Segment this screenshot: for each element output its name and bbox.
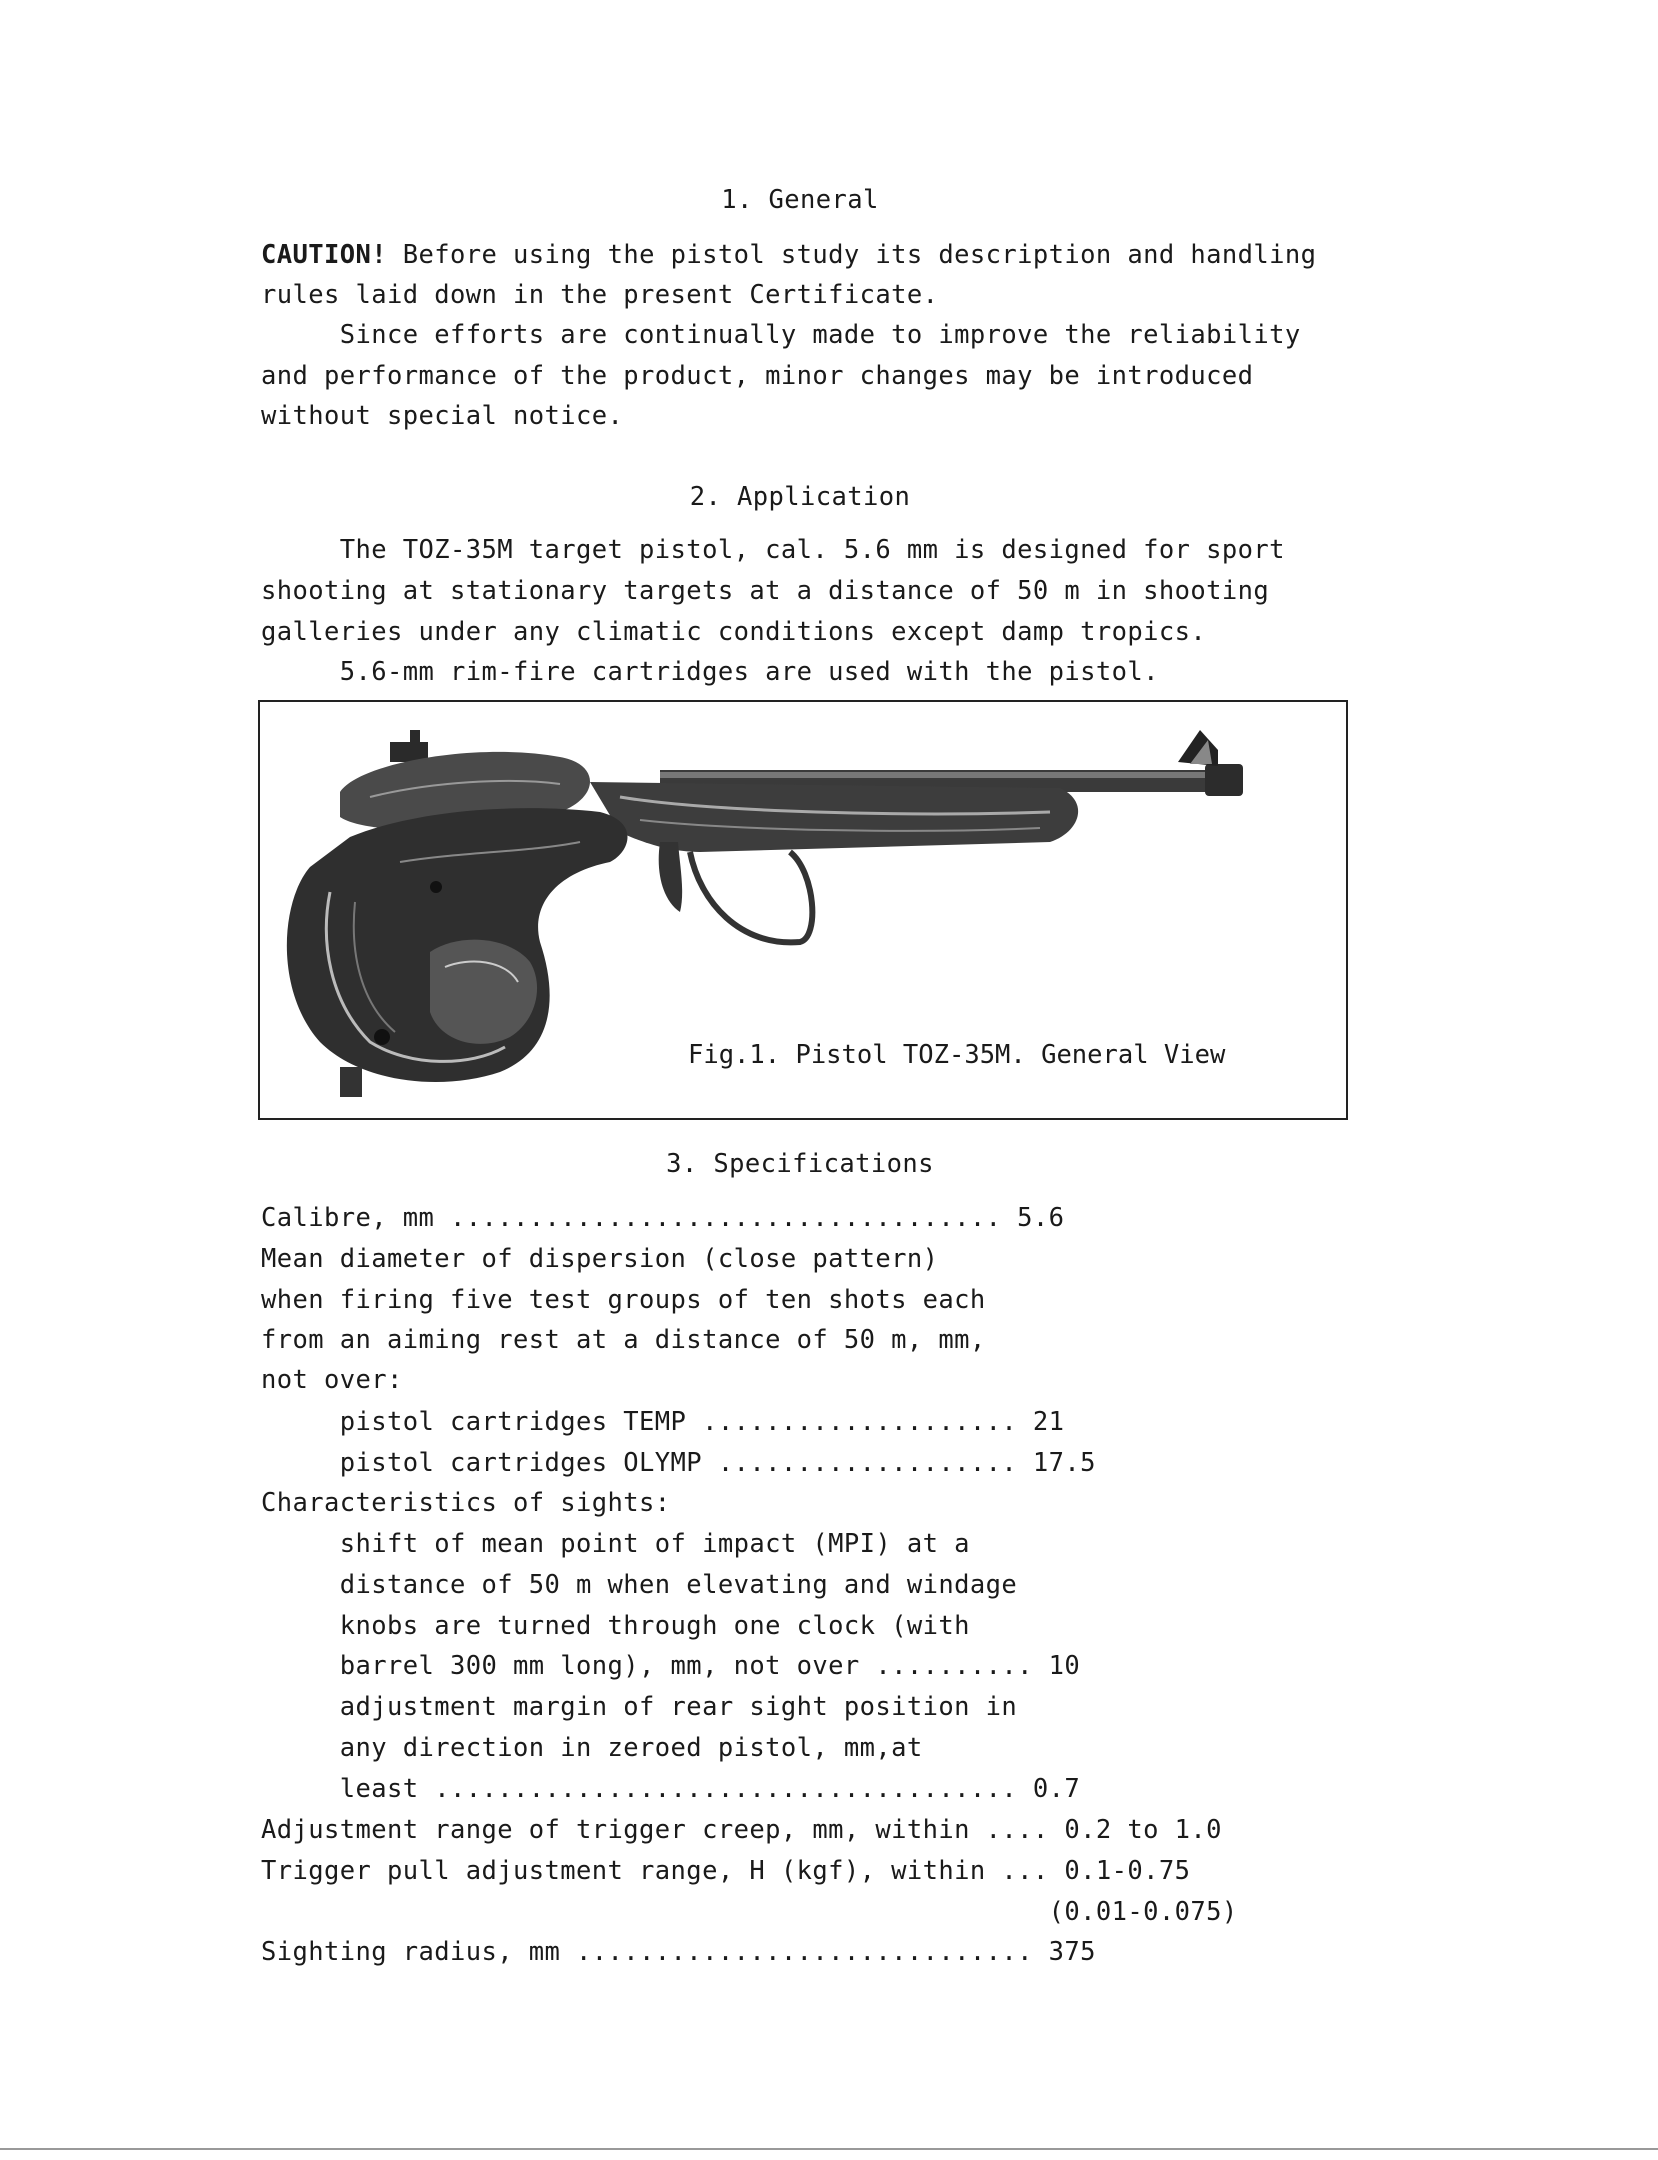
general-paragraph-line-3: Since efforts are continually made to improve the reliability [261,320,1301,350]
spec-dispersion-line-2: when firing five test groups of ten shots each [261,1285,986,1315]
spec-trigger-pull: Trigger pull adjustment range, H (kgf), within ... 0.1-0.75 [261,1856,1191,1886]
spec-rear-sight-line-3: least ..................................... 0.7 [261,1774,1081,1804]
pistol-frame [590,782,1078,852]
spec-trigger-creep: Adjustment range of trigger creep, mm, within .... 0.2 to 1.0 [261,1815,1222,1845]
section-heading-specifications: 3. Specifications [666,1149,934,1179]
application-paragraph-line-3: galleries under any climatic conditions except damp tropics. [261,617,1207,647]
trigger [659,842,682,912]
spec-mpi-line-1: shift of mean point of impact (MPI) at a [261,1529,970,1559]
spec-mpi-line-3: knobs are turned through one clock (with [261,1611,970,1641]
spec-dispersion-line-1: Mean diameter of dispersion (close pattern) [261,1244,939,1274]
spec-calibre: Calibre, mm ................................... 5.6 [261,1203,1065,1233]
figure-frame [258,700,1348,1120]
spec-mpi-line-2: distance of 50 m when elevating and windage [261,1570,1018,1600]
section-heading-application: 2. Application [689,482,911,512]
application-paragraph-line-2: shooting at stationary targets at a distance of 50 m in shooting [261,576,1270,606]
spec-temp-cartridges: pistol cartridges TEMP .................... 21 [261,1407,1065,1437]
caution-label: CAUTION! [261,240,388,270]
spec-sighting-radius: Sighting radius, mm ............................. 375 [261,1937,1096,1967]
grip-screw [374,1029,390,1045]
spec-rear-sight-line-2: any direction in zeroed pistol, mm,at [261,1733,923,1763]
caution-paragraph-line-1 [261,240,1316,270]
application-paragraph-line-4: 5.6-mm rim-fire cartridges are used with the pistol. [261,657,1159,687]
spec-dispersion-line-4: not over: [261,1365,403,1395]
caution-paragraph-line-2: rules laid down in the present Certificate. [261,280,939,310]
spec-sights-heading: Characteristics of sights: [261,1488,671,1518]
section-heading-general: 1. General [721,185,879,215]
spec-dispersion-line-3: from an aiming rest at a distance of 50 m, mm, [261,1325,986,1355]
spec-trigger-pull-kgf: (0.01-0.075) [261,1897,1238,1927]
general-paragraph-line-4: and performance of the product, minor changes may be introduced [261,361,1254,391]
general-paragraph-line-5: without special notice. [261,401,624,431]
scan-edge-line [0,2148,1658,2150]
trigger-guard [690,852,812,942]
figure-caption: Fig.1. Pistol TOZ-35M. General View [688,1040,1226,1070]
spec-rear-sight-line-1: adjustment margin of rear sight position in [261,1692,1018,1722]
pistol-muzzle [1205,764,1243,796]
spec-mpi-line-4: barrel 300 mm long), mm, not over .......... 10 [261,1651,1081,1681]
application-paragraph-line-1: The TOZ-35M target pistol, cal. 5.6 mm is designed for sport [261,535,1285,565]
caution-text: Before using the pistol study its description and handling [387,240,1317,270]
spec-olymp-cartridges: pistol cartridges OLYMP ................... 17.5 [261,1448,1096,1478]
